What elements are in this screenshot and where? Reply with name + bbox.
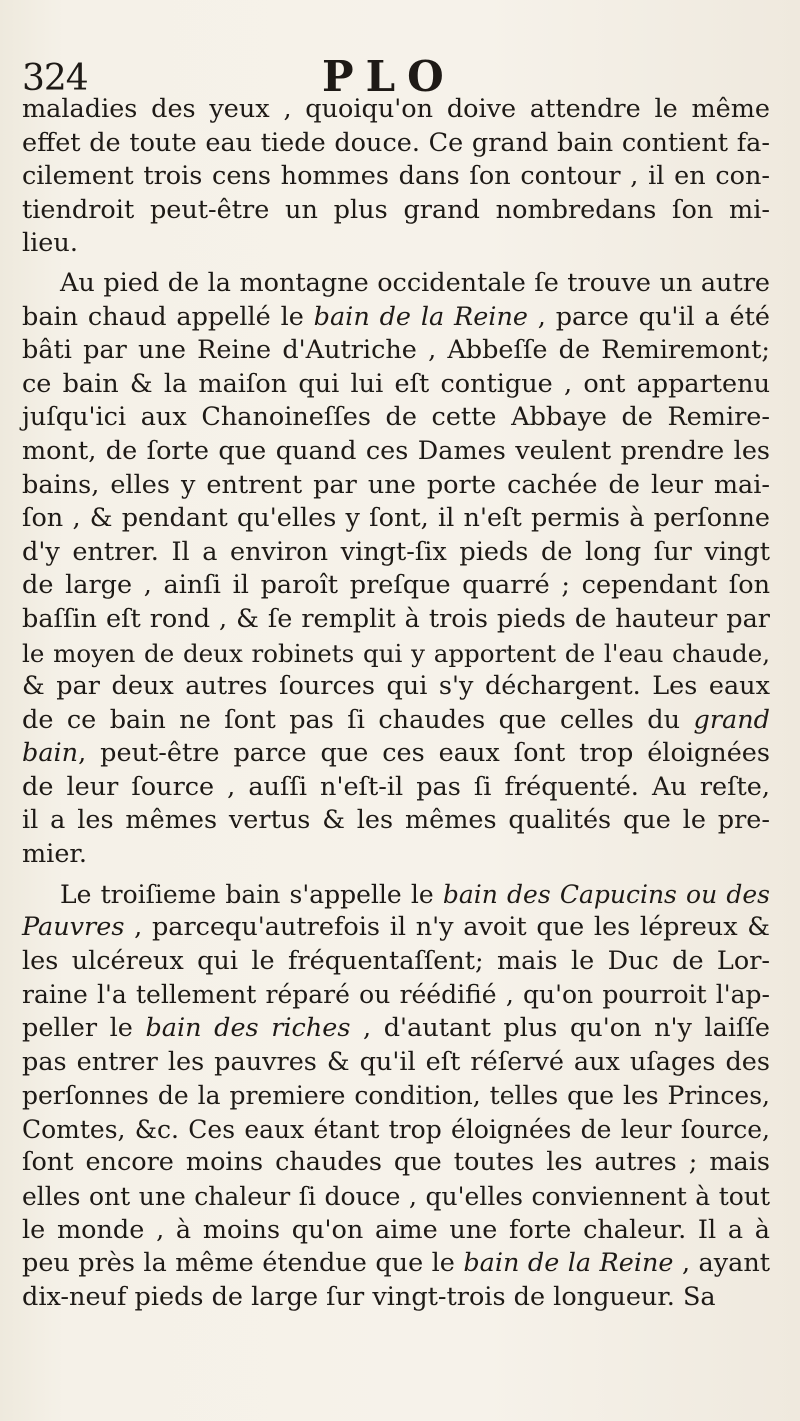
page-number: 324 bbox=[22, 58, 88, 99]
text-run: lieu. bbox=[22, 228, 78, 259]
text-line bbox=[22, 267, 770, 301]
text-run: ſon , & pendant qu'elles y ſont, il n'eſt permis à perſonne bbox=[22, 503, 770, 534]
italic-text: bain des riches bbox=[145, 1013, 351, 1044]
text-line bbox=[22, 1247, 770, 1281]
paragraph bbox=[22, 267, 770, 872]
text-run: & par deux autres ſources qui s'y déchargent. Les eaux bbox=[22, 671, 770, 702]
text-run: juſqu'ici aux Chanoineſſes de cette Abbaye de Remire- bbox=[22, 402, 770, 433]
italic-text: grand bbox=[693, 704, 770, 735]
text-run: de leur ſource , auſſi n'eſt-il pas ſi fréquenté. Au reſte, bbox=[22, 771, 770, 802]
text-run: pas entrer les pauvres & qu'il eſt réſervé aux uſages des bbox=[22, 1046, 770, 1077]
text-line bbox=[22, 804, 770, 838]
italic-text: bain bbox=[22, 738, 79, 769]
text-line bbox=[22, 878, 770, 912]
text-run: , parce qu'il a été bbox=[527, 301, 770, 332]
text-run: bâti par une Reine d'Autriche , Abbeſſe de Remiremont; bbox=[22, 335, 770, 366]
text-line bbox=[22, 569, 770, 603]
text-line bbox=[22, 1046, 770, 1080]
text-run: Comtes, &c. Ces eaux étant trop éloignées de leur ſource, bbox=[22, 1114, 770, 1144]
text-run: il a les mêmes vertus & les mêmes qualités que le pre- bbox=[22, 805, 770, 836]
text-run: effet de toute eau tiede douce. Ce grand bain contient fa- bbox=[22, 127, 770, 158]
text-run: , parcequ'autrefois il n'y avoit que les lépreux & bbox=[124, 912, 770, 943]
text-run: le moyen de deux robinets qui y apportent de l'eau chaude, bbox=[22, 638, 770, 668]
italic-text: bain de la Reine bbox=[463, 1248, 674, 1279]
text-run: baſſin eſt rond , & ſe remplit à trois pieds de hauteur par bbox=[22, 603, 770, 634]
text-line bbox=[22, 1214, 770, 1248]
text-line bbox=[22, 1180, 770, 1214]
text-run: mier. bbox=[22, 839, 87, 870]
text-line bbox=[22, 194, 770, 228]
text-line bbox=[22, 334, 770, 368]
text-line bbox=[22, 469, 770, 503]
text-run: mont, de ſorte que quand ces Dames veulent prendre les bbox=[22, 435, 770, 466]
text-run: de large , ainſi il paroît preſque quarré ; cependant ſon bbox=[22, 570, 770, 601]
text-line bbox=[22, 1146, 770, 1180]
text-run: dix-neuf pieds de large ſur vingt-trois de longueur. Sa bbox=[22, 1281, 716, 1312]
text-line bbox=[22, 160, 770, 194]
text-line bbox=[22, 301, 770, 335]
text-line bbox=[22, 401, 770, 435]
text-line bbox=[22, 536, 770, 570]
text-run: tiendroit peut-être un plus grand nombredans ſon mi- bbox=[22, 194, 770, 225]
text-run: elles ont une chaleur ſi douce , qu'elles conviennent à tout bbox=[22, 1182, 770, 1211]
text-line bbox=[22, 978, 770, 1012]
italic-text: bain de la Reine bbox=[313, 301, 528, 332]
text-line bbox=[22, 227, 770, 261]
paragraph bbox=[22, 93, 770, 261]
text-run: ce bain & la maiſon qui lui eſt contigue , ont appartenu bbox=[22, 368, 770, 399]
paragraph bbox=[22, 878, 770, 1315]
text-run: cilement trois cens hommes dans ſon contour , il en con- bbox=[22, 161, 770, 192]
text-line bbox=[22, 838, 770, 872]
text-line bbox=[22, 93, 770, 127]
text-run: raine l'a tellement réparé ou réédifié , qu'on pourroit l'ap- bbox=[22, 980, 770, 1010]
text-run: peu près la même étendue que le bbox=[22, 1248, 464, 1279]
text-line bbox=[22, 502, 770, 536]
text-run: bains, elles y entrent par une porte cachée de leur mai- bbox=[22, 469, 770, 500]
text-line bbox=[22, 1012, 770, 1046]
text-run: ſont encore moins chaudes que toutes les autres ; mais bbox=[22, 1147, 770, 1178]
text-run: , ayant bbox=[673, 1248, 770, 1279]
text-line bbox=[22, 368, 770, 402]
text-line bbox=[22, 603, 770, 637]
text-line bbox=[22, 704, 770, 738]
text-line bbox=[22, 670, 770, 704]
text-line bbox=[22, 127, 770, 161]
text-line bbox=[22, 1281, 770, 1315]
text-run: Au pied de la montagne occidentale ſe trouve un autre bbox=[60, 267, 770, 298]
text-line bbox=[22, 637, 770, 671]
text-line bbox=[22, 1079, 770, 1113]
running-head: PLO bbox=[322, 52, 456, 101]
italic-text: Pauvres bbox=[22, 912, 125, 943]
text-run: Le troiſieme bain s'appelle le bbox=[60, 879, 443, 909]
text-line bbox=[22, 771, 770, 805]
text-run: maladies des yeux , quoiqu'on doive attendre le même bbox=[22, 94, 770, 124]
italic-text: bain des Capucins ou des bbox=[442, 879, 771, 909]
text-line bbox=[22, 435, 770, 469]
text-line bbox=[22, 737, 770, 771]
text-run: le monde , à moins qu'on aime une forte chaleur. Il a à bbox=[22, 1214, 770, 1245]
text-line bbox=[22, 1113, 770, 1147]
text-line bbox=[22, 945, 770, 979]
text-run: , d'autant plus qu'on n'y laiſſe bbox=[350, 1013, 771, 1044]
text-run: perſonnes de la premiere condition, telles que les Princes, bbox=[22, 1081, 770, 1111]
text-run: les ulcéreux qui le fréquentaſſent; mais le Duc de Lor- bbox=[22, 945, 770, 976]
text-run: , peut-être parce que ces eaux ſont trop éloignées bbox=[78, 738, 770, 769]
body-text bbox=[22, 93, 770, 1314]
text-run: peller le bbox=[22, 1013, 146, 1044]
text-run: bain chaud appellé le bbox=[22, 301, 314, 332]
text-run: de ce bain ne ſont pas ſi chaudes que celles du bbox=[22, 704, 694, 735]
text-run: d'y entrer. Il a environ vingt-ſix pieds de long ſur vingt bbox=[22, 536, 770, 567]
text-line bbox=[22, 911, 770, 945]
